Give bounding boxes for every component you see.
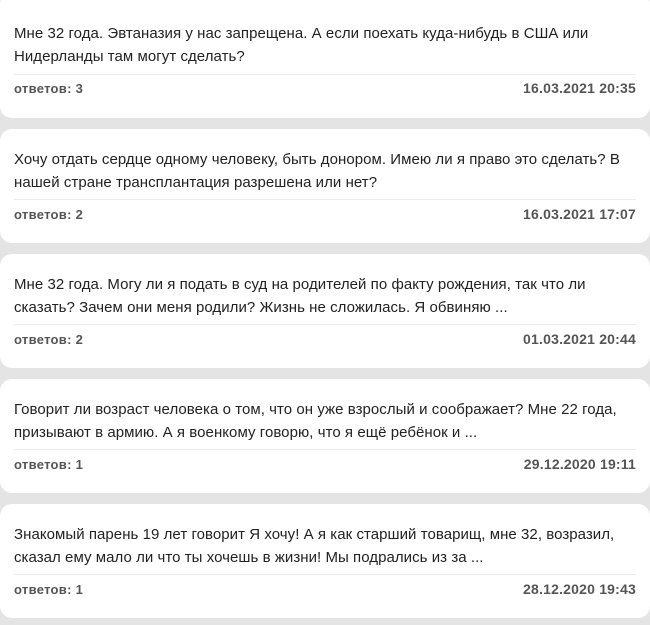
card-footer (14, 329, 636, 349)
question-text: Хочу отдать сердце одному человеку, быть донором. Имею ли я право это сделать? В нашей стране трансплантация разрешена или нет? (14, 151, 620, 191)
question-card[interactable] (0, 379, 650, 493)
question-date: 01.03.2021 20:44 (523, 331, 636, 347)
question-text: Мне 32 года. Эвтаназия у нас запрещена. А если поехать куда-нибудь в США или Нидерланды там могут сделать? (14, 25, 589, 65)
question-text: Говорит ли возраст человека о том, что он уже взрослый и соображает? Мне 22 года, призывают в армию. А я военкому говорю, что я ещё ребёнок и ... (14, 401, 617, 441)
question-text: Мне 32 года. Могу ли я подать в суд на родителей по факту рождения, так что ли сказать? Зачем они меня родили? Жизнь не сложилась. Я обвиняю ... (14, 276, 586, 316)
card-divider (14, 199, 636, 200)
card-divider (14, 324, 636, 325)
card-footer (14, 78, 636, 98)
card-divider (14, 74, 636, 75)
question-text: Знакомый парень 19 лет говорит Я хочу! А я как старший товарищ, мне 32, возразил, сказал ему мало ли что ты хочешь в жизни! Мы подрались из за ... (14, 526, 615, 566)
card-footer (14, 204, 636, 224)
answers-count[interactable]: ответов: 2 (14, 206, 84, 222)
card-footer (14, 579, 636, 599)
question-date: 16.03.2021 20:35 (523, 80, 636, 96)
answers-count[interactable]: ответов: 3 (14, 80, 84, 96)
question-card[interactable] (0, 504, 650, 618)
card-divider (14, 449, 636, 450)
question-date: 16.03.2021 17:07 (523, 206, 636, 222)
question-date: 29.12.2020 19:11 (523, 456, 636, 472)
answers-count[interactable]: ответов: 2 (14, 331, 84, 347)
question-card[interactable] (0, 0, 650, 118)
card-divider (14, 574, 636, 575)
answers-count[interactable]: ответов: 1 (14, 581, 84, 597)
question-card[interactable] (0, 129, 650, 243)
question-card[interactable] (0, 254, 650, 368)
card-footer (14, 454, 636, 474)
answers-count[interactable]: ответов: 1 (14, 456, 84, 472)
question-date: 28.12.2020 19:43 (523, 581, 636, 597)
